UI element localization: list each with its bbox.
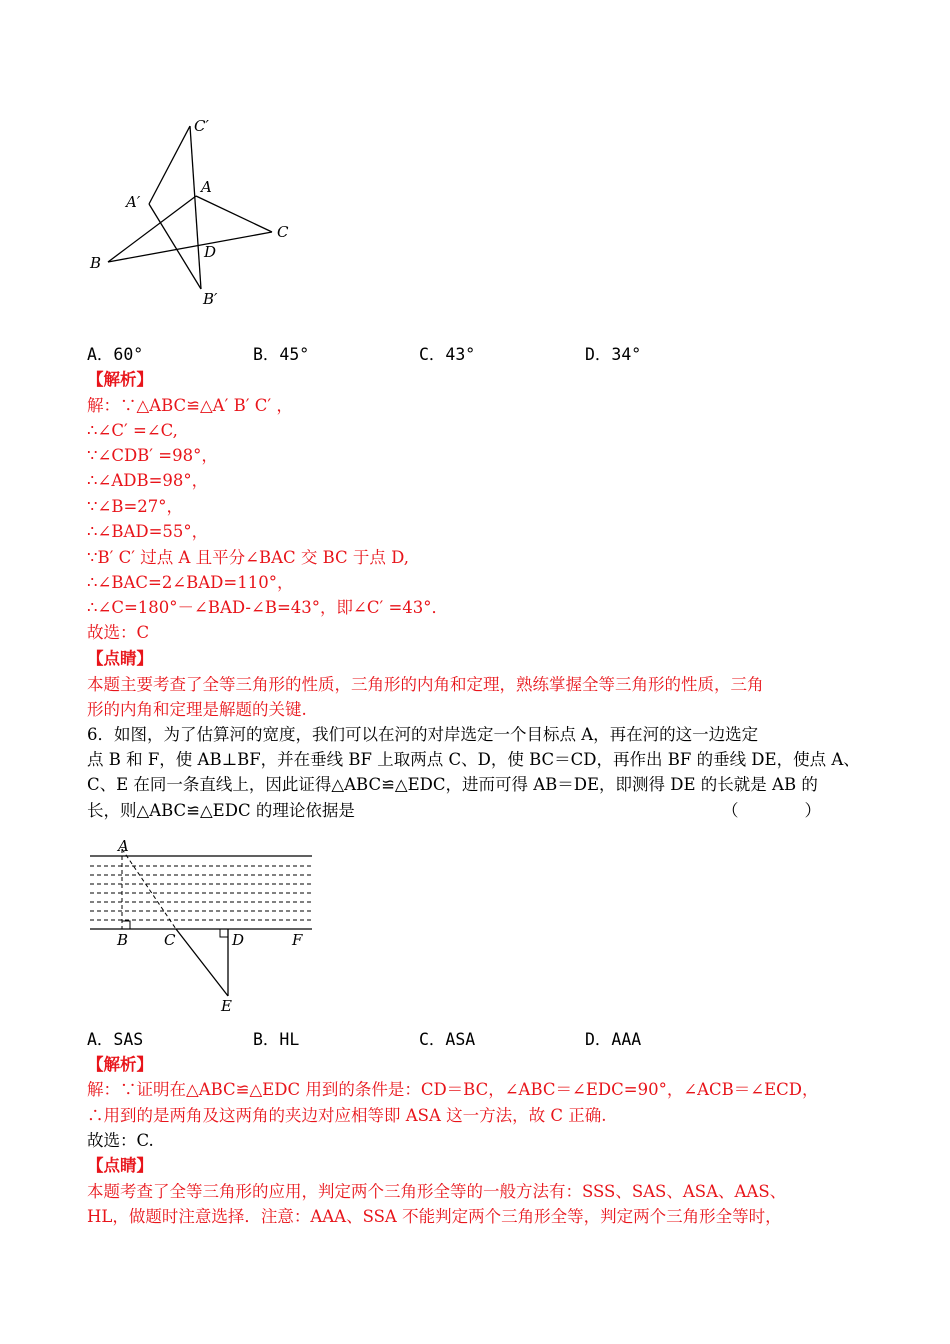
label-b: B — [117, 931, 129, 949]
solution-line: ∴∠C′ =∠C, — [87, 421, 178, 440]
option-a[interactable]: A．60° — [87, 345, 144, 364]
option-a[interactable]: A．SAS — [87, 1030, 144, 1049]
question-stem-line: 6．如图，为了估算河的宽度，我们可以在河的对岸选定一个目标点 A，再在河的这一边选定 — [87, 725, 759, 744]
solution-line: ∵∠B=27°， — [87, 497, 184, 516]
comment-line: HL，做题时注意选择．注意：AAA、SSA 不能判定两个三角形全等，判定两个三角形全等时， — [87, 1207, 782, 1226]
question-stem-line: C、E 在同一条直线上，因此证得△ABC≌△EDC，进而可得 AB＝DE，即测得 DE 的长就是 AB 的 — [87, 775, 818, 794]
question-stem-line: 点 B 和 F，使 AB⊥BF，并在垂线 BF 上取两点 C、D，使 BC＝CD，再作出 BF 的垂线 DE，使点 A、 — [87, 750, 860, 769]
label-a: A — [201, 178, 212, 196]
solution-line: ∴∠ADB=98°， — [87, 471, 209, 490]
option-c[interactable]: C．ASA — [419, 1030, 476, 1049]
solution-line: ∴∠BAD=55°， — [87, 522, 209, 541]
question-stem-line: 长，则△ABC≌△EDC 的理论依据是 — [87, 801, 355, 820]
answer-line: 故选：C — [87, 623, 150, 642]
answer-blank: （ ） — [722, 801, 821, 820]
label-b-prime: B′ — [203, 290, 218, 308]
option-d[interactable]: D．34° — [585, 345, 642, 364]
solution-line: ∴用到的是两角及这两角的夹边对应相等即 ASA 这一方法，故 C 正确. — [87, 1106, 607, 1125]
analysis-heading: 【解析】 — [87, 370, 153, 389]
comment-heading: 【点睛】 — [87, 649, 153, 668]
label-b: B — [90, 254, 102, 272]
label-c-prime: C′ — [194, 117, 209, 135]
label-d: D — [232, 931, 245, 949]
option-d[interactable]: D．AAA — [585, 1030, 642, 1049]
river-figure — [85, 835, 320, 1020]
answer-line: 故选：C. — [87, 1131, 154, 1150]
label-e: E — [221, 997, 232, 1015]
label-a-prime: A′ — [126, 193, 141, 211]
label-f: F — [292, 931, 303, 949]
triangle-figure — [80, 110, 310, 315]
comment-line: 本题主要考查了全等三角形的性质，三角形的内角和定理，熟练掌握全等三角形的性质，三角 — [87, 675, 764, 694]
comment-heading: 【点睛】 — [87, 1156, 153, 1175]
label-a: A — [118, 837, 129, 855]
label-c: C — [164, 931, 176, 949]
analysis-heading: 【解析】 — [87, 1055, 153, 1074]
solution-line: ∴∠C=180°－∠BAD-∠B=43°，即∠C′ =43°． — [87, 598, 449, 617]
solution-line: ∵∠CDB′ =98°， — [87, 446, 218, 465]
option-b[interactable]: B．45° — [253, 345, 310, 364]
comment-line: 形的内角和定理是解题的关键. — [87, 700, 307, 719]
solution-line: ∴∠BAC=2∠BAD=110°， — [87, 573, 294, 592]
label-d: D — [204, 243, 217, 261]
solution-line: 解：∵△ABC≌△A′ B′ C′ ， — [87, 396, 293, 415]
comment-line: 本题考查了全等三角形的应用，判定两个三角形全等的一般方法有：SSS、SAS、ASA、AAS、 — [87, 1182, 787, 1201]
label-c: C — [277, 223, 289, 241]
option-c[interactable]: C．43° — [419, 345, 476, 364]
option-b[interactable]: B．HL — [253, 1030, 300, 1049]
solution-line: ∵B′ C′ 过点 A 且平分∠BAC 交 BC 于点 D, — [87, 548, 410, 567]
solution-line: 解：∵证明在△ABC≌△EDC 用到的条件是：CD＝BC，∠ABC＝∠EDC=90°，∠ACB＝∠ECD， — [87, 1080, 819, 1099]
